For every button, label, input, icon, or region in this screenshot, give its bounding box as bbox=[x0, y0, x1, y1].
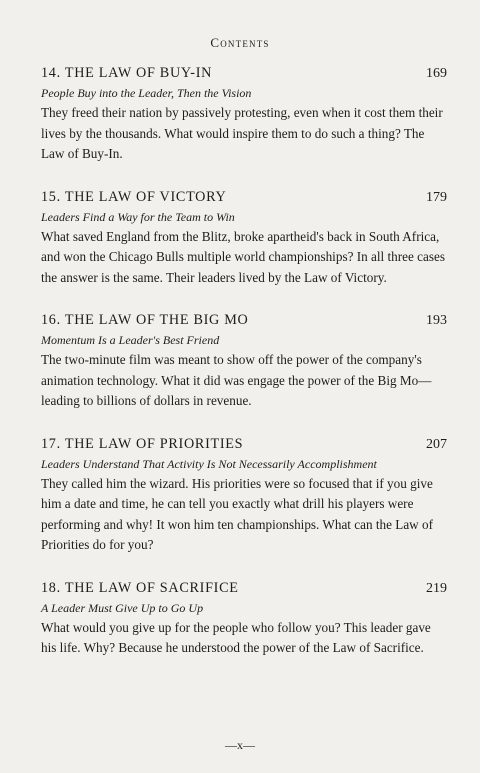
entry-page-number: 169 bbox=[426, 66, 447, 81]
entry-description: They called him the wizard. His priorities were so focused that if you give him a date and time, he can tell you exactly what drill his players were performing and why! It won him ten championships. What can the Law of Priorities do for you? bbox=[41, 475, 433, 552]
entry-heading bbox=[41, 578, 447, 599]
contents-entry bbox=[41, 578, 447, 659]
entry-title: 17. THE LAW OF PRIORITIES bbox=[41, 435, 244, 452]
contents-entry bbox=[41, 434, 447, 556]
entry-heading bbox=[41, 310, 447, 331]
contents-entry bbox=[41, 63, 447, 165]
entry-page-number: 219 bbox=[426, 580, 447, 596]
entry-page-number: 193 bbox=[426, 313, 447, 328]
page-folio: —x— bbox=[225, 738, 255, 752]
entry-heading bbox=[41, 63, 447, 84]
entry-title: 15. THE LAW OF VICTORY bbox=[41, 188, 227, 205]
entry-title: 14. THE LAW OF BUY-IN bbox=[41, 65, 213, 81]
entry-description: What would you give up for the people who follow you? This leader gave his life. Why? Because he understood the power of the Law of Sacrifice. bbox=[41, 619, 431, 655]
page-header: Contents bbox=[210, 35, 270, 50]
entry-subtitle: A Leader Must Give Up to Go Up bbox=[41, 600, 204, 615]
entry-subtitle: Leaders Understand That Activity Is Not Necessarily Accomplishment bbox=[41, 456, 377, 471]
entry-heading bbox=[41, 434, 447, 455]
entry-subtitle: Leaders Find a Way for the Team to Win bbox=[41, 209, 235, 224]
entry-title: 18. THE LAW OF SACRIFICE bbox=[41, 579, 239, 596]
entry-subtitle: Momentum Is a Leader's Best Friend bbox=[41, 333, 220, 347]
entry-subtitle: People Buy into the Leader, Then the Vision bbox=[41, 86, 252, 100]
entry-page-number: 207 bbox=[426, 436, 447, 452]
entry-title: 16. THE LAW OF THE BIG MO bbox=[41, 312, 249, 328]
entry-description: What saved England from the Blitz, broke apartheid's back in South Africa, and won the Chicago Bulls multiple world championships? In all three cases the answer is the same. Their leaders lived by the Law of Victory. bbox=[41, 228, 445, 285]
contents-entry bbox=[41, 310, 447, 412]
entry-description: They freed their nation by passively protesting, even when it cost them their lives by the thousands. What would inspire them to do such a thing? The Law of Buy-In. bbox=[41, 105, 443, 161]
entry-heading bbox=[41, 187, 447, 208]
entry-page-number: 179 bbox=[426, 189, 447, 205]
entry-description: The two-minute film was meant to show off the power of the company's animation technology. What it did was engage the power of the Big Mo—leading to billions of dollars in revenue. bbox=[41, 352, 432, 408]
contents-list bbox=[41, 63, 447, 681]
contents-entry bbox=[41, 187, 447, 289]
